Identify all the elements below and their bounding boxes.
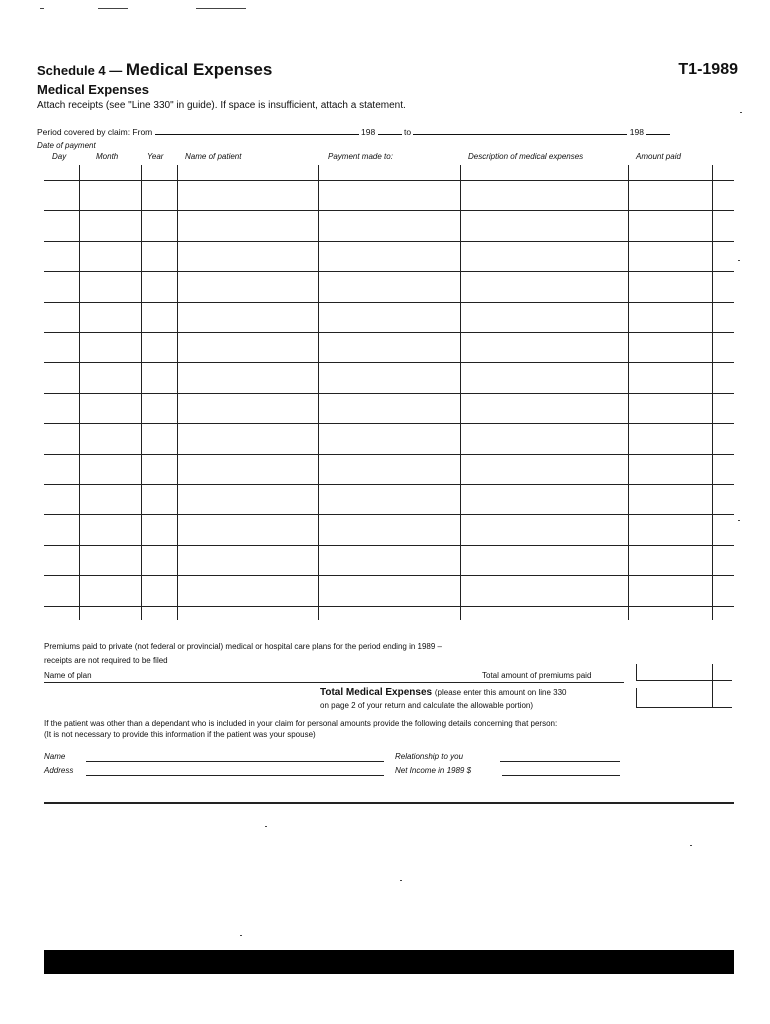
premiums-box-left [636, 664, 637, 681]
table-column-line [177, 165, 178, 620]
period-to-label: to [403, 127, 412, 137]
table-column-line [628, 165, 629, 620]
bottom-rule [44, 802, 734, 804]
table-row-line [44, 423, 734, 424]
schedule-name: Medical Expenses [125, 60, 273, 79]
scan-speck [738, 260, 740, 261]
address-field[interactable] [86, 775, 384, 776]
plan-name-field[interactable] [44, 682, 624, 683]
table-row-line [44, 575, 734, 576]
table-row-line [44, 180, 734, 181]
dependant-text-1: If the patient was other than a dependant who is included in your claim for personal amounts provide the following details concerning that person: [44, 719, 558, 728]
table-row-line [44, 271, 734, 272]
period-year-field-2[interactable] [646, 126, 670, 135]
col-day: Day [52, 152, 67, 161]
col-month: Month [96, 152, 119, 161]
dependant-text-2: (It is not necessary to provide this information if the patient was your spouse) [44, 730, 316, 739]
premiums-text-2: receipts are not required to be filed [44, 656, 168, 665]
scan-speck [196, 8, 246, 9]
total-label: Total Medical Expenses [320, 687, 433, 698]
table-row-line [44, 454, 734, 455]
scan-speck [40, 8, 44, 9]
table-row-line [44, 393, 734, 394]
period-from-label: Period covered by claim: From [37, 127, 153, 137]
schedule-prefix: Schedule 4 — [37, 63, 123, 78]
table-row-line [44, 302, 734, 303]
col-amount: Amount paid [636, 152, 681, 161]
premiums-amount-field[interactable] [636, 680, 732, 681]
total-note-1: (please enter this amount on line 330 [434, 688, 567, 697]
scan-speck [265, 826, 267, 827]
section-title: Medical Expenses [37, 82, 149, 97]
net-income-label: Net Income in 1989 $ [395, 766, 472, 775]
premiums-text-1: Premiums paid to private (not federal or provincial) medical or hospital care plans for the period ending in 1989 – [44, 642, 442, 651]
scan-speck [400, 880, 402, 881]
period-to-field[interactable] [413, 126, 627, 135]
scan-speck [98, 8, 128, 9]
period-from-field[interactable] [155, 126, 359, 135]
col-patient: Name of patient [185, 152, 242, 161]
name-label: Name [44, 752, 66, 761]
relationship-field[interactable] [500, 761, 620, 762]
table-row-line [44, 484, 734, 485]
table-row-line [44, 241, 734, 242]
scan-speck [240, 935, 242, 936]
total-label-row [320, 687, 567, 698]
table-row-line [44, 514, 734, 515]
relationship-label: Relationship to you [395, 752, 464, 761]
schedule-title [37, 60, 272, 80]
name-field[interactable] [86, 761, 384, 762]
total-premiums-label: Total amount of premiums paid [482, 671, 592, 680]
net-income-field[interactable] [502, 775, 620, 776]
address-label: Address [44, 766, 74, 775]
table-column-line [460, 165, 461, 620]
scan-speck [740, 112, 742, 113]
total-note-2: on page 2 of your return and calculate the allowable portion) [320, 701, 534, 710]
scan-speck [690, 845, 692, 846]
scan-black-bar [44, 950, 734, 974]
col-year: Year [147, 152, 164, 161]
table-row-line [44, 210, 734, 211]
period-year-prefix-2: 198 [629, 127, 644, 137]
table-column-line [318, 165, 319, 620]
date-of-payment-label: Date of payment [37, 141, 96, 150]
total-box-left [636, 688, 637, 708]
attach-note: Attach receipts (see "Line 330" in guide). If space is insufficient, attach a statement. [37, 100, 406, 111]
table-column-line [141, 165, 142, 620]
table-row-line [44, 606, 734, 607]
period-row [37, 126, 727, 137]
table-column-line [712, 165, 713, 620]
table-row-line [44, 332, 734, 333]
period-year-prefix-1: 198 [361, 127, 376, 137]
table-row-line [44, 545, 734, 546]
period-year-field-1[interactable] [378, 126, 402, 135]
col-description: Description of medical expenses [468, 152, 584, 161]
total-amount-field[interactable] [636, 707, 732, 708]
col-payee: Payment made to: [328, 152, 393, 161]
scan-speck [738, 520, 740, 521]
form-code: T1-1989 [678, 61, 738, 78]
amount-box-divider [712, 664, 713, 708]
table-column-line [79, 165, 80, 620]
table-row-line [44, 362, 734, 363]
name-of-plan-label: Name of plan [44, 671, 92, 680]
